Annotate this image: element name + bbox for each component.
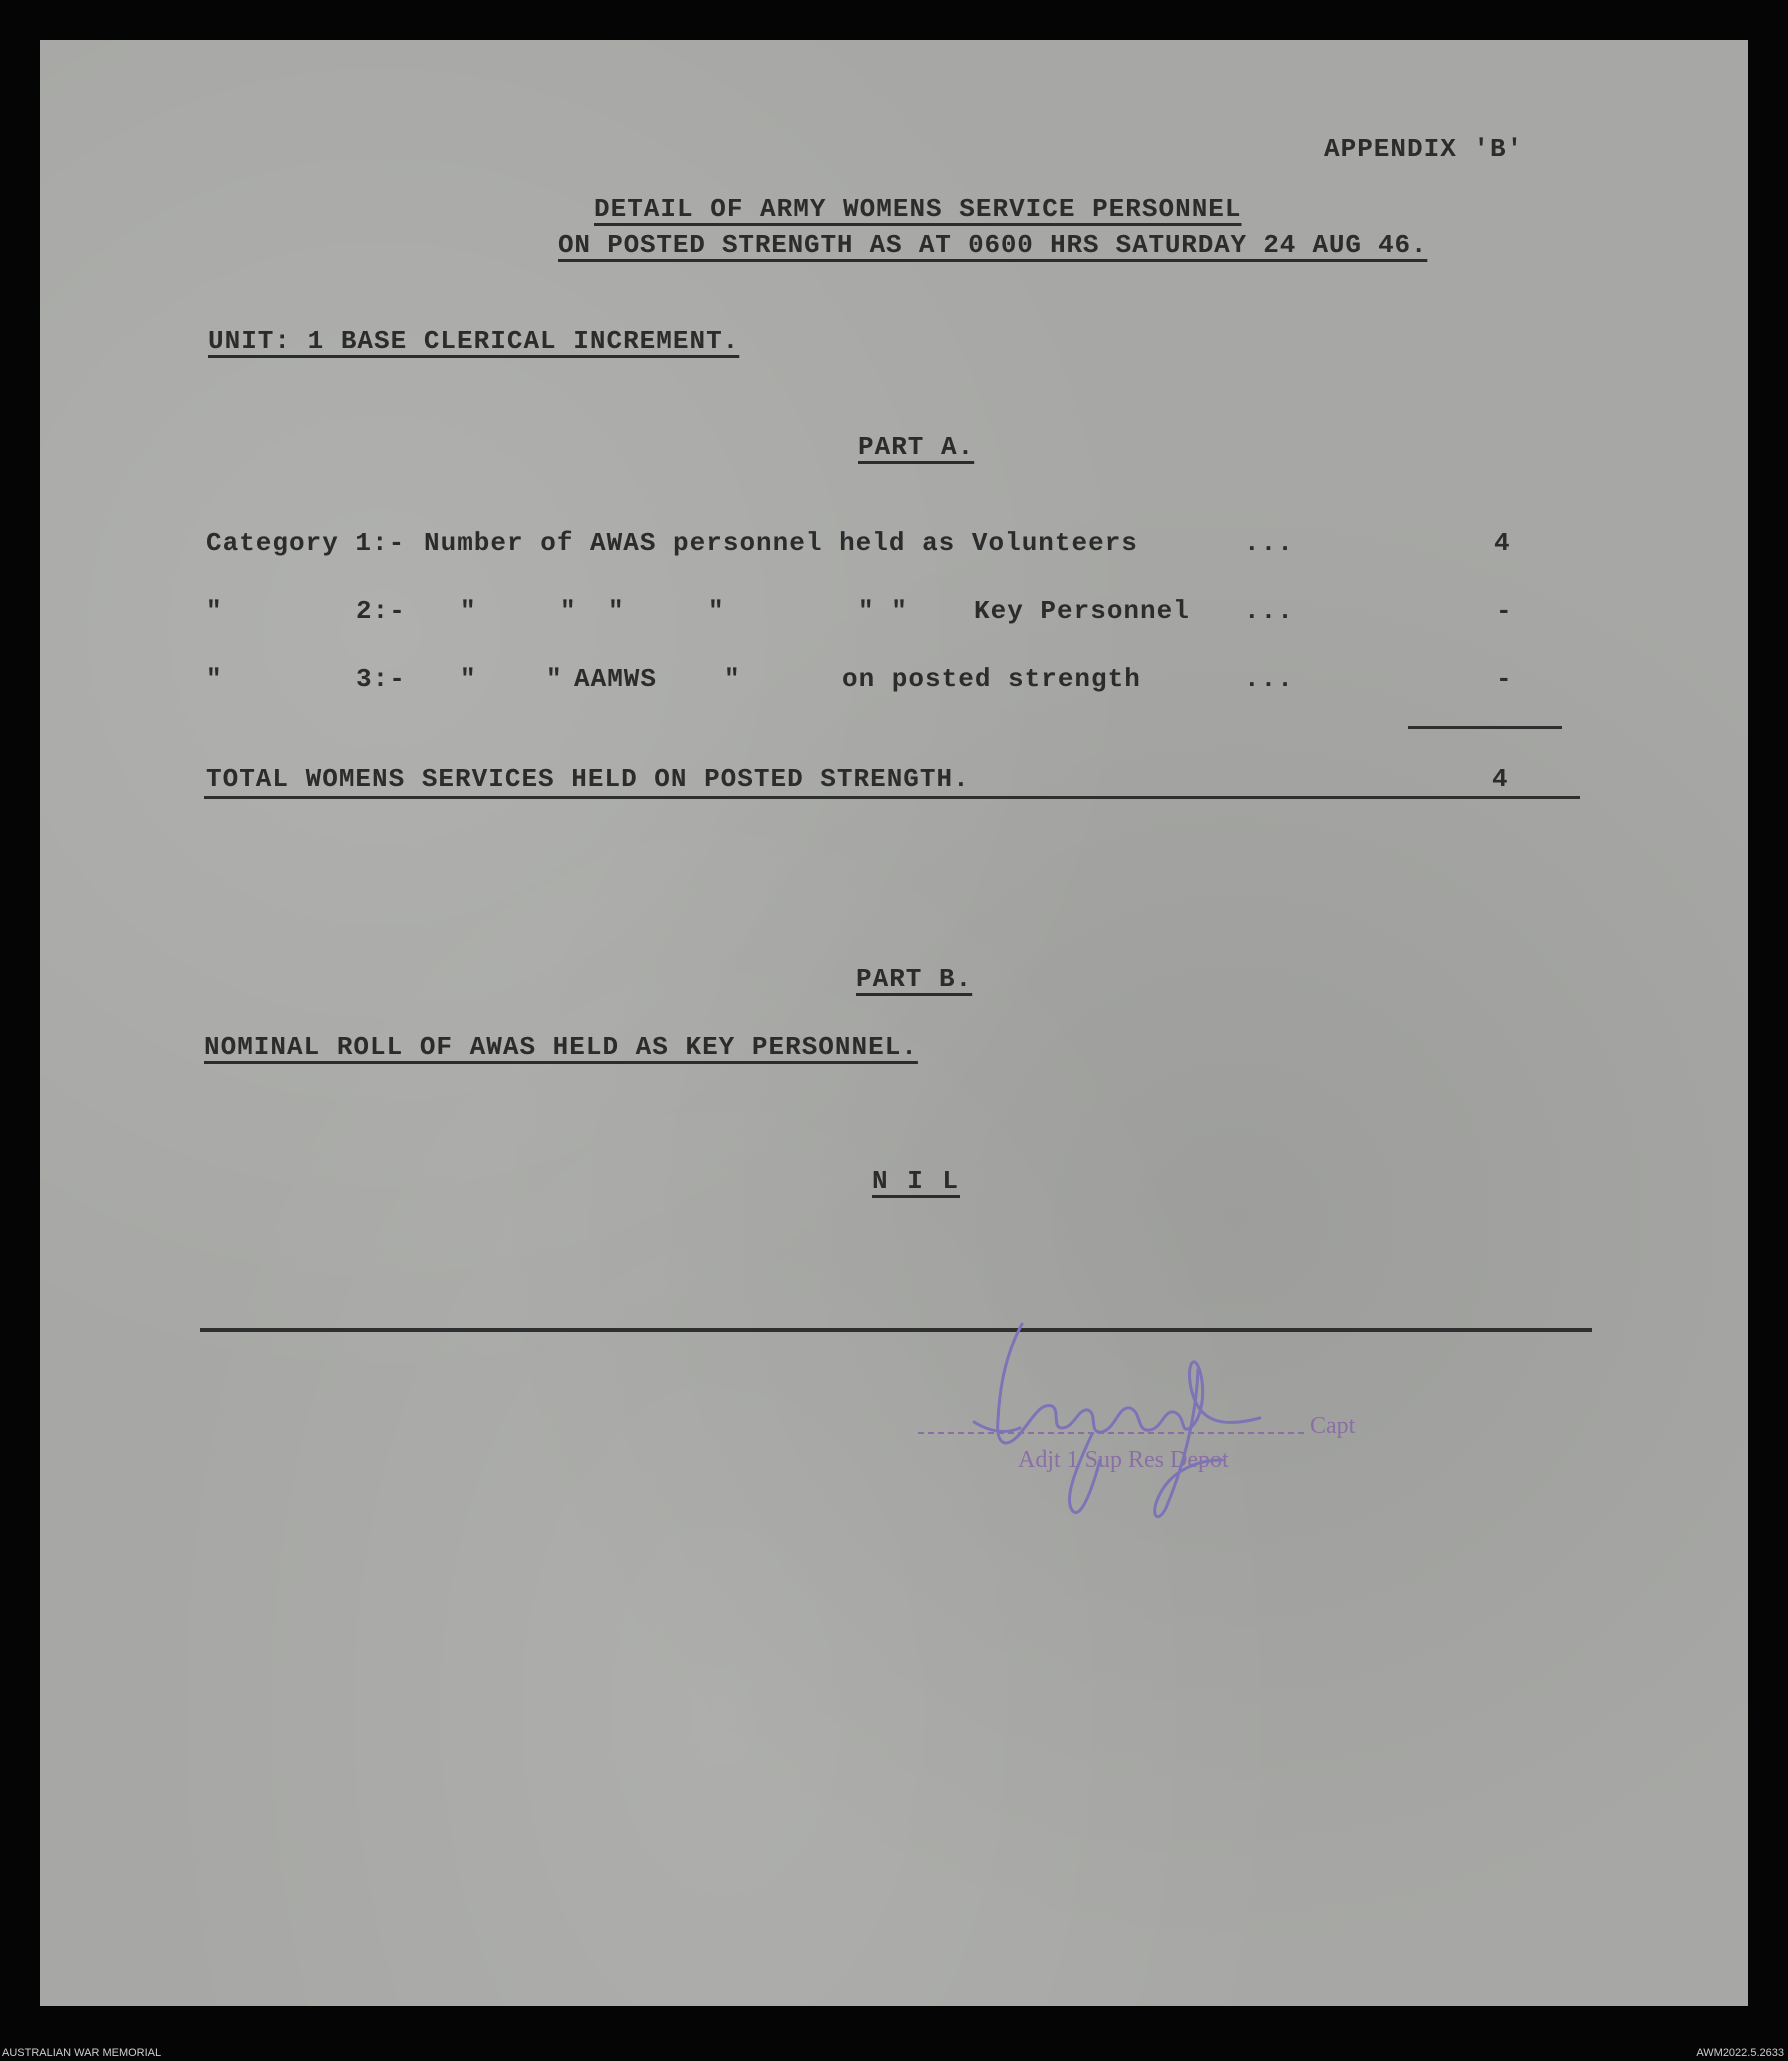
signature-appointment: Adjt 1 Sup Res Depot	[1018, 1447, 1229, 1473]
row-2-label: "	[206, 596, 223, 626]
row-3-dots: ...	[1244, 664, 1294, 694]
total-label: TOTAL WOMENS SERVICES HELD ON POSTED STRENGTH.	[206, 764, 970, 794]
row-1-label: Category 1:-	[206, 528, 406, 558]
row-1-dots: ...	[1244, 528, 1294, 558]
footer-accession-number: AWM2022.5.2633	[1696, 2047, 1784, 2059]
row-2-ditto: "	[560, 596, 577, 626]
part-b-heading: PART B.	[856, 964, 973, 994]
row-2-ditto: "	[708, 596, 725, 626]
total-value: 4	[1492, 764, 1509, 794]
row-2-description: Key Personnel	[974, 596, 1190, 626]
appendix-label: APPENDIX 'B'	[1324, 134, 1524, 164]
title-line-2: ON POSTED STRENGTH AS AT 0600 HRS SATURDAY 24 AUG 46.	[558, 230, 1428, 260]
row-3-number: 3:-	[356, 664, 406, 694]
row-3-ditto: "	[460, 664, 477, 694]
row-3-description: on posted strength	[842, 664, 1141, 694]
row-3-ditto: "	[546, 664, 563, 694]
row-2-value: -	[1496, 596, 1513, 626]
row-1-value: 4	[1494, 528, 1511, 558]
row-2-ditto: "	[608, 596, 625, 626]
handwritten-signature	[960, 1310, 1280, 1540]
subtotal-rule	[1408, 726, 1562, 729]
nil-label: N I L	[872, 1166, 961, 1196]
part-b-subheading: NOMINAL ROLL OF AWAS HELD AS KEY PERSONNEL.	[204, 1032, 918, 1062]
total-rule	[204, 796, 1580, 799]
row-2-ditto: " "	[858, 596, 908, 626]
title-line-1: DETAIL OF ARMY WOMENS SERVICE PERSONNEL	[594, 194, 1242, 224]
row-3-label: "	[206, 664, 223, 694]
row-3-value: -	[1496, 664, 1513, 694]
closing-rule	[200, 1328, 1592, 1332]
part-a-heading: PART A.	[858, 432, 975, 462]
row-3-service: AAMWS	[574, 664, 658, 694]
unit-label: UNIT: 1 BASE CLERICAL INCREMENT.	[208, 326, 740, 356]
row-1-description: Number of AWAS personnel held as Volunteers	[424, 528, 1138, 558]
row-2-dots: ...	[1244, 596, 1294, 626]
footer-institution: AUSTRALIAN WAR MEMORIAL	[2, 2047, 162, 2059]
row-2-number: 2:-	[356, 596, 406, 626]
signature-rank: Capt	[1310, 1413, 1356, 1439]
row-3-ditto: "	[724, 664, 741, 694]
row-2-ditto: "	[460, 596, 477, 626]
